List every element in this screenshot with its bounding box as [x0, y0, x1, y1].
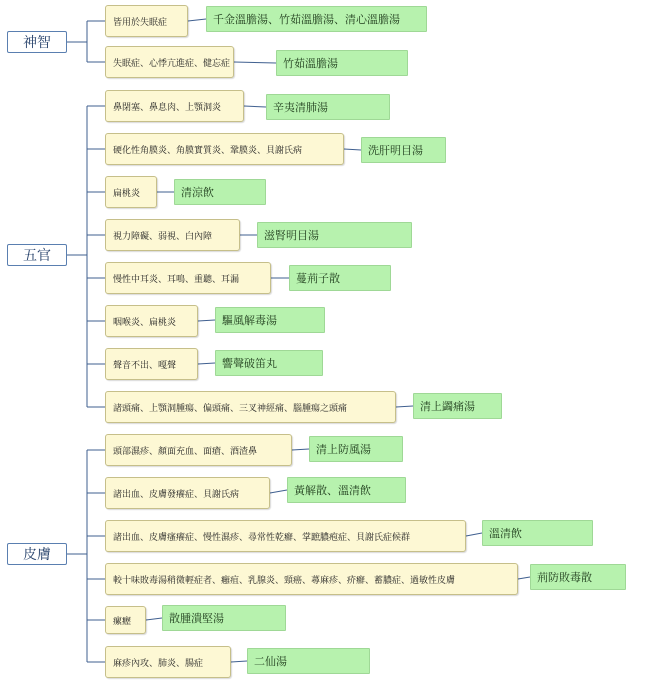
formula-node[interactable]: 竹茹溫膽湯: [276, 50, 408, 76]
formula-node[interactable]: 二仙湯: [247, 648, 370, 674]
formula-node[interactable]: 蔓荊子散: [289, 265, 391, 291]
formula-node[interactable]: 洗肝明目湯: [361, 137, 446, 163]
root-node[interactable]: 五官: [7, 244, 67, 266]
condition-node[interactable]: 視力障礙、弱視、白內障: [105, 219, 240, 251]
formula-connector: [146, 618, 162, 620]
formula-node[interactable]: 驅風解毒湯: [215, 307, 325, 333]
formula-connector: [198, 320, 215, 321]
condition-node[interactable]: 鼻閉塞、鼻息肉、上顎洞炎: [105, 90, 244, 122]
formula-connector: [466, 533, 482, 536]
condition-node[interactable]: 扁桃炎: [105, 176, 157, 208]
formula-connector: [231, 661, 247, 662]
formula-node[interactable]: 辛夷清肺湯: [266, 94, 390, 120]
formula-node[interactable]: 清上防風湯: [309, 436, 403, 462]
formula-node[interactable]: 荊防敗毒散: [530, 564, 626, 590]
condition-node[interactable]: 慢性中耳炎、耳鳴、重聽、耳漏: [105, 262, 271, 294]
formula-connector: [396, 406, 413, 407]
formula-connector: [198, 363, 215, 364]
condition-node[interactable]: 硬化性角膜炎、角膜實質炎、鞏膜炎、貝謝氏病: [105, 133, 344, 165]
condition-node[interactable]: 諸頭痛、上顎洞腫瘍、偏頭痛、三叉神經痛、腦腫瘍之頭痛: [105, 391, 396, 423]
condition-node[interactable]: 諸出血、皮膚瘙癢症、慢性濕疹、尋常性乾癬、掌蹠膿疱症、貝謝氏症候群: [105, 520, 466, 552]
condition-node[interactable]: 較十味敗毒湯稍微輕症者、癰疽、乳腺炎、頸癌、蕁麻疹、疥癬、蓄膿症、過敏性皮膚: [105, 563, 518, 595]
formula-connector: [188, 19, 206, 21]
root-node[interactable]: 神智: [7, 31, 67, 53]
formula-node[interactable]: 響聲破笛丸: [215, 350, 323, 376]
formula-connector: [292, 449, 309, 450]
formula-node[interactable]: 黃解散、溫清飲: [287, 477, 406, 503]
condition-node[interactable]: 皆用於失眠症: [105, 5, 188, 37]
formula-connector: [244, 106, 266, 107]
condition-node[interactable]: 咽喉炎、扁桃炎: [105, 305, 198, 337]
formula-connector: [234, 62, 276, 63]
formula-node[interactable]: 滋腎明目湯: [257, 222, 412, 248]
formula-node[interactable]: 散腫潰堅湯: [162, 605, 286, 631]
condition-node[interactable]: 頭部濕疹、顏面充血、面瘡、酒渣鼻: [105, 434, 292, 466]
formula-connector: [344, 149, 361, 150]
formula-node[interactable]: 清涼飲: [174, 179, 266, 205]
root-node[interactable]: 皮膚: [7, 543, 67, 565]
condition-node[interactable]: 麻疹內攻、肺炎、腸症: [105, 646, 231, 678]
formula-connector: [518, 577, 530, 579]
condition-node[interactable]: 瘰癧: [105, 606, 146, 634]
formula-node[interactable]: 千金溫膽湯、竹茹溫膽湯、清心溫膽湯: [206, 6, 427, 32]
condition-node[interactable]: 聲音不出、嘎聲: [105, 348, 198, 380]
condition-node[interactable]: 諸出血、皮膚發癢症、貝謝氏病: [105, 477, 270, 509]
formula-node[interactable]: 溫清飲: [482, 520, 593, 546]
condition-node[interactable]: 失眠症、心悸亢進症、健忘症: [105, 46, 234, 78]
formula-node[interactable]: 清上蠲痛湯: [413, 393, 502, 419]
formula-connector: [270, 490, 287, 493]
